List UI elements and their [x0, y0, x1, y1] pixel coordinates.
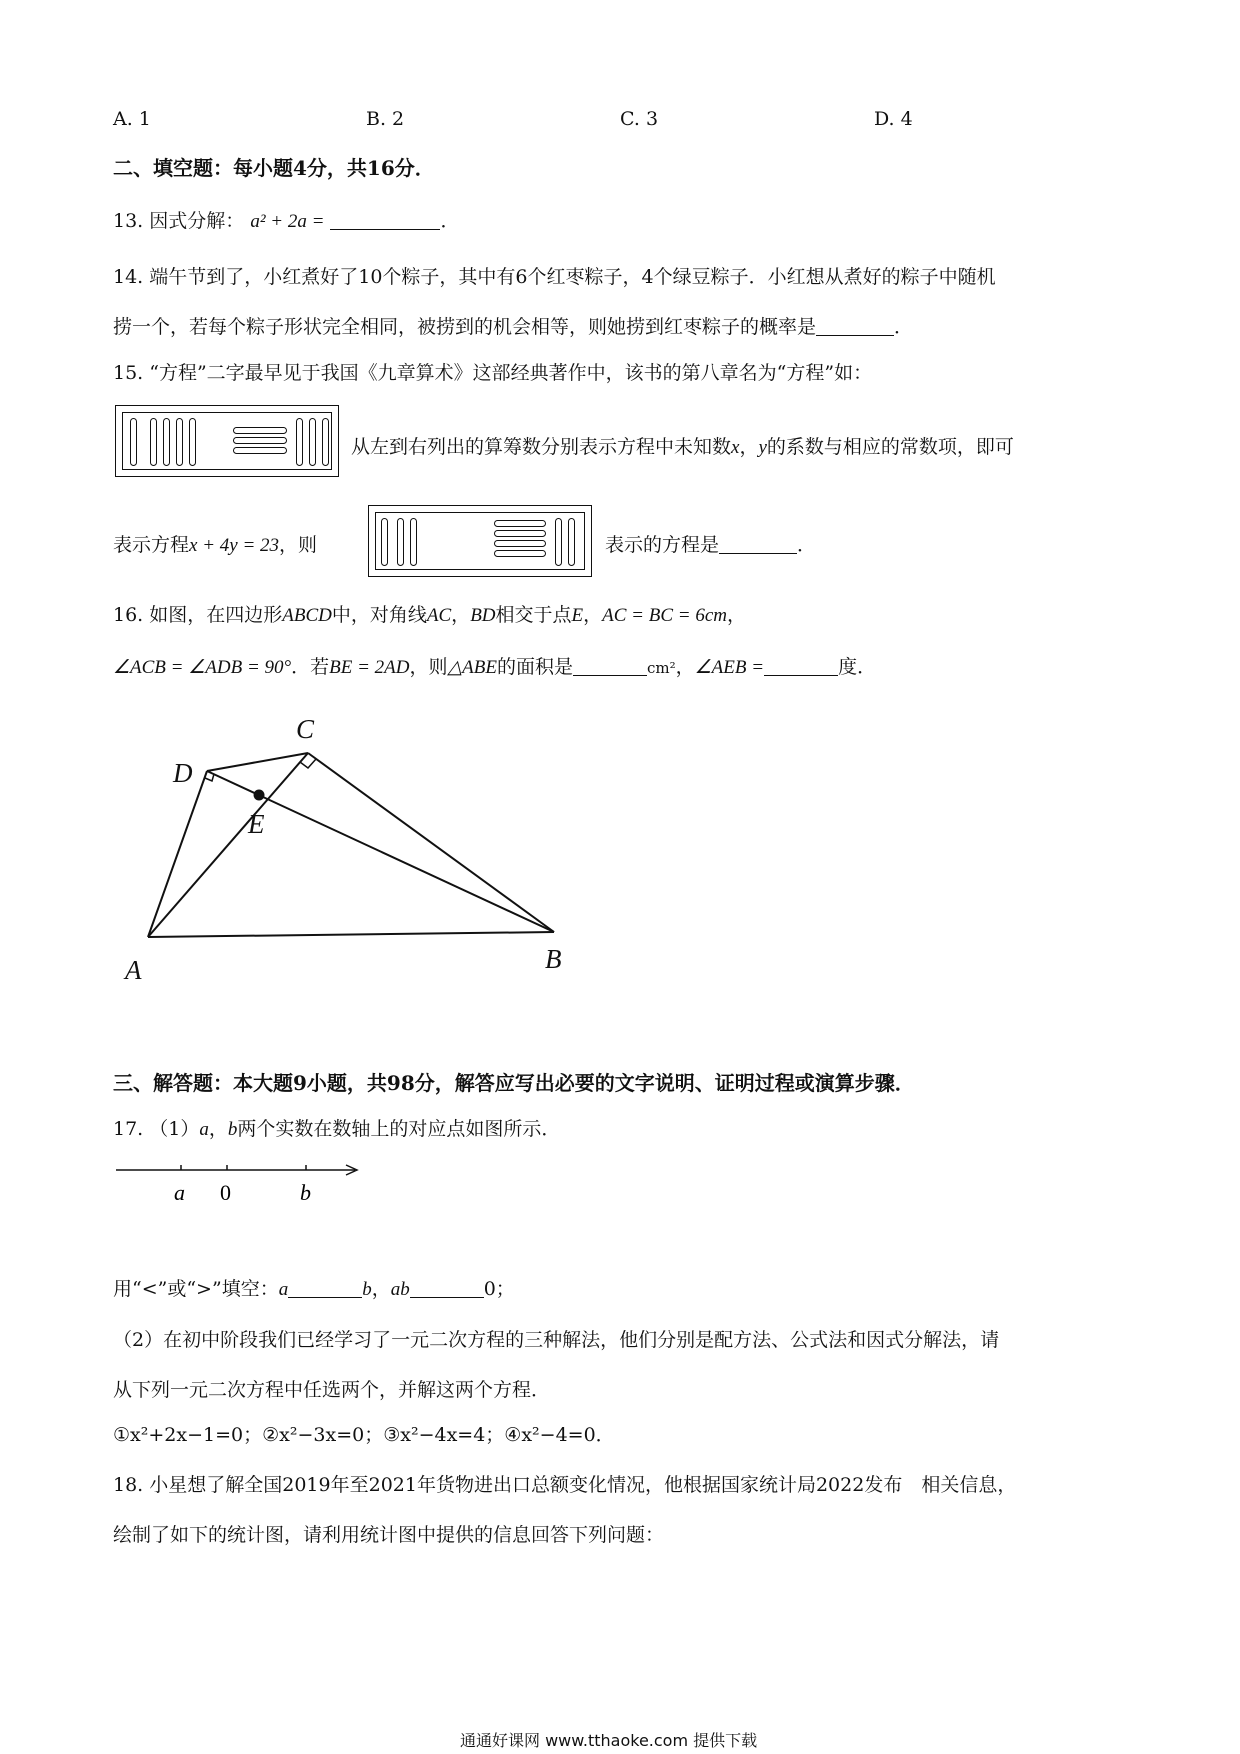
q17-var-a: a — [199, 1119, 209, 1140]
q16-line-1 — [113, 600, 746, 627]
q15-var-x: x — [731, 437, 740, 458]
page-footer: 通通好课网 www.tthaoke.com 提供下载 — [460, 1731, 758, 1750]
q15-desc-part2: 的系数与相应的常数项，即可 — [766, 436, 1014, 458]
point-e — [254, 790, 265, 801]
q16-text-2b: ，则 — [409, 656, 448, 678]
q13-end: ． — [440, 210, 460, 232]
q15-equation: x + 4y = 23 — [189, 535, 280, 556]
axis-label-b: b — [300, 1180, 311, 1205]
q16-geometry-figure — [110, 700, 580, 990]
q17-equations: ①x²+2x−1=0；②x²−3x=0；③x²−4x=4；④x²−4=0． — [113, 1424, 615, 1446]
q16-bd: BD — [470, 605, 496, 626]
q16-triangle: △ABE — [447, 657, 497, 678]
q17-text-b: 两个实数在数轴上的对应点如图所示． — [237, 1118, 561, 1140]
q15-line-1: 15. “方程”二字最早见于我国《九章算术》这部经典著作中，该书的第八章名为“方程”如： — [113, 362, 873, 384]
section-2-title: 二、填空题：每小题4分，共16分． — [113, 156, 435, 180]
axis-label-a: a — [174, 1180, 185, 1205]
q18-line-1: 18. 小星想了解全国2019年至2021年货物进出口总额变化情况，他根据国家统计局2022发布 相关信息， — [113, 1474, 1017, 1496]
q15-end: ． — [797, 534, 817, 556]
q15-line3-prefix: 表示方程 — [113, 534, 190, 556]
q14-line-1: 14. 端午节到了，小红煮好了10个粽子，其中有6个红枣粽子，4个绿豆粽子．小红想从煮好的粽子中随机 — [113, 266, 996, 288]
q17-fill-b: b — [362, 1279, 372, 1300]
q15-sep: ， — [739, 436, 759, 458]
q15-then: ，则 — [279, 534, 318, 556]
label-e: E — [248, 809, 265, 839]
q17-number-line — [110, 1158, 370, 1208]
q16-ac: AC — [426, 605, 452, 626]
question-13 — [113, 206, 459, 233]
q14-end: ． — [894, 316, 914, 338]
q16-comma: ， — [451, 604, 471, 626]
q15-line-3-right — [605, 530, 816, 557]
q17-var-b: b — [227, 1119, 238, 1140]
segment-ab — [148, 932, 554, 937]
q16-aeb: ∠AEB = — [694, 657, 765, 678]
label-b: B — [545, 944, 562, 974]
q13-text: 因式分解： — [149, 210, 245, 232]
option-d: D. 4 — [874, 108, 913, 130]
q17-fill-zero: 0； — [483, 1278, 515, 1300]
segment-dc — [207, 753, 308, 771]
q16-be: BE = 2AD — [329, 657, 410, 678]
question-14-line-2 — [113, 312, 913, 339]
q16-text-e: ， — [727, 604, 747, 626]
q16-angle-blank — [764, 656, 838, 676]
q17-line-3: （2）在初中阶段我们已经学习了一元二次方程的三种解法，他们分别是配方法、公式法和因式分解法，请 — [113, 1329, 1000, 1351]
q14-answer-blank — [816, 316, 894, 336]
axis-label-zero: 0 — [220, 1180, 231, 1205]
q16-text-a: 16. 如图，在四边形 — [113, 604, 283, 626]
q15-desc-part1: 从左到右列出的算筹数分别表示方程中未知数 — [351, 436, 732, 458]
q17-blank-1 — [288, 1278, 362, 1298]
q16-line-2 — [113, 652, 876, 679]
q17-text-a: 17. （1） — [113, 1118, 200, 1140]
q16-e: E — [571, 605, 584, 626]
q16-area-blank — [573, 656, 647, 676]
section-3-title: 三、解答题：本大题9小题，共98分，解答应写出必要的文字说明、证明过程或演算步骤． — [113, 1071, 915, 1095]
label-a: A — [125, 955, 142, 985]
q15-line-3-left — [113, 530, 317, 557]
q16-text-d: ， — [583, 604, 603, 626]
q17-fill-line: 用“<”或“>”填空：a b，ab 0； — [113, 1278, 515, 1300]
q16-text-2a: ．若 — [291, 656, 330, 678]
q15-var-y: y — [758, 437, 767, 458]
segment-cb — [308, 753, 554, 932]
q17-blank-2 — [410, 1278, 484, 1298]
q17-fill-text: 用“<”或“>”填空： — [113, 1278, 279, 1300]
option-c: C. 3 — [620, 108, 659, 130]
counting-rods-figure-1 — [115, 405, 339, 477]
q13-expression: a² + 2a = — [250, 211, 325, 232]
q15-answer-blank — [719, 534, 797, 554]
q16-text-2e: 度． — [838, 656, 877, 678]
q15-description — [351, 432, 1014, 459]
q18-line-2: 绘制了如下的统计图，请利用统计图中提供的信息回答下列问题： — [113, 1524, 665, 1546]
q14-line-2: 捞一个，若每个粽子形状完全相同，被捞到的机会相等，则她捞到红枣粽子的概率是 — [113, 316, 817, 338]
counting-rods-figure-2 — [368, 505, 592, 577]
q17-fill-ab: ab — [390, 1279, 410, 1300]
q15-line3-suffix: 表示的方程是 — [605, 534, 720, 556]
q16-text-2c: 的面积是 — [496, 656, 573, 678]
q16-eq1: AC = BC = 6cm — [602, 605, 728, 626]
q17-sep: ， — [208, 1118, 228, 1140]
q13-answer-blank — [330, 210, 440, 230]
q17-line-1 — [113, 1114, 560, 1141]
q16-text-2d: ， — [675, 656, 695, 678]
label-c: C — [296, 714, 315, 744]
option-a: A. 1 — [113, 108, 151, 130]
q13-number: 13. — [113, 210, 144, 232]
q16-text-c: 相交于点 — [495, 604, 572, 626]
q17-fill-a: a — [278, 1279, 289, 1300]
q16-angles: ∠ACB = ∠ADB = 90° — [113, 657, 292, 678]
option-b: B. 2 — [366, 108, 405, 130]
q16-text-b: 中，对角线 — [331, 604, 427, 626]
q16-unit: cm² — [646, 659, 676, 677]
label-d: D — [173, 758, 193, 788]
q17-line-4: 从下列一元二次方程中任选两个，并解这两个方程． — [113, 1379, 551, 1401]
q16-abcd: ABCD — [282, 605, 332, 626]
segment-ad — [148, 771, 207, 937]
